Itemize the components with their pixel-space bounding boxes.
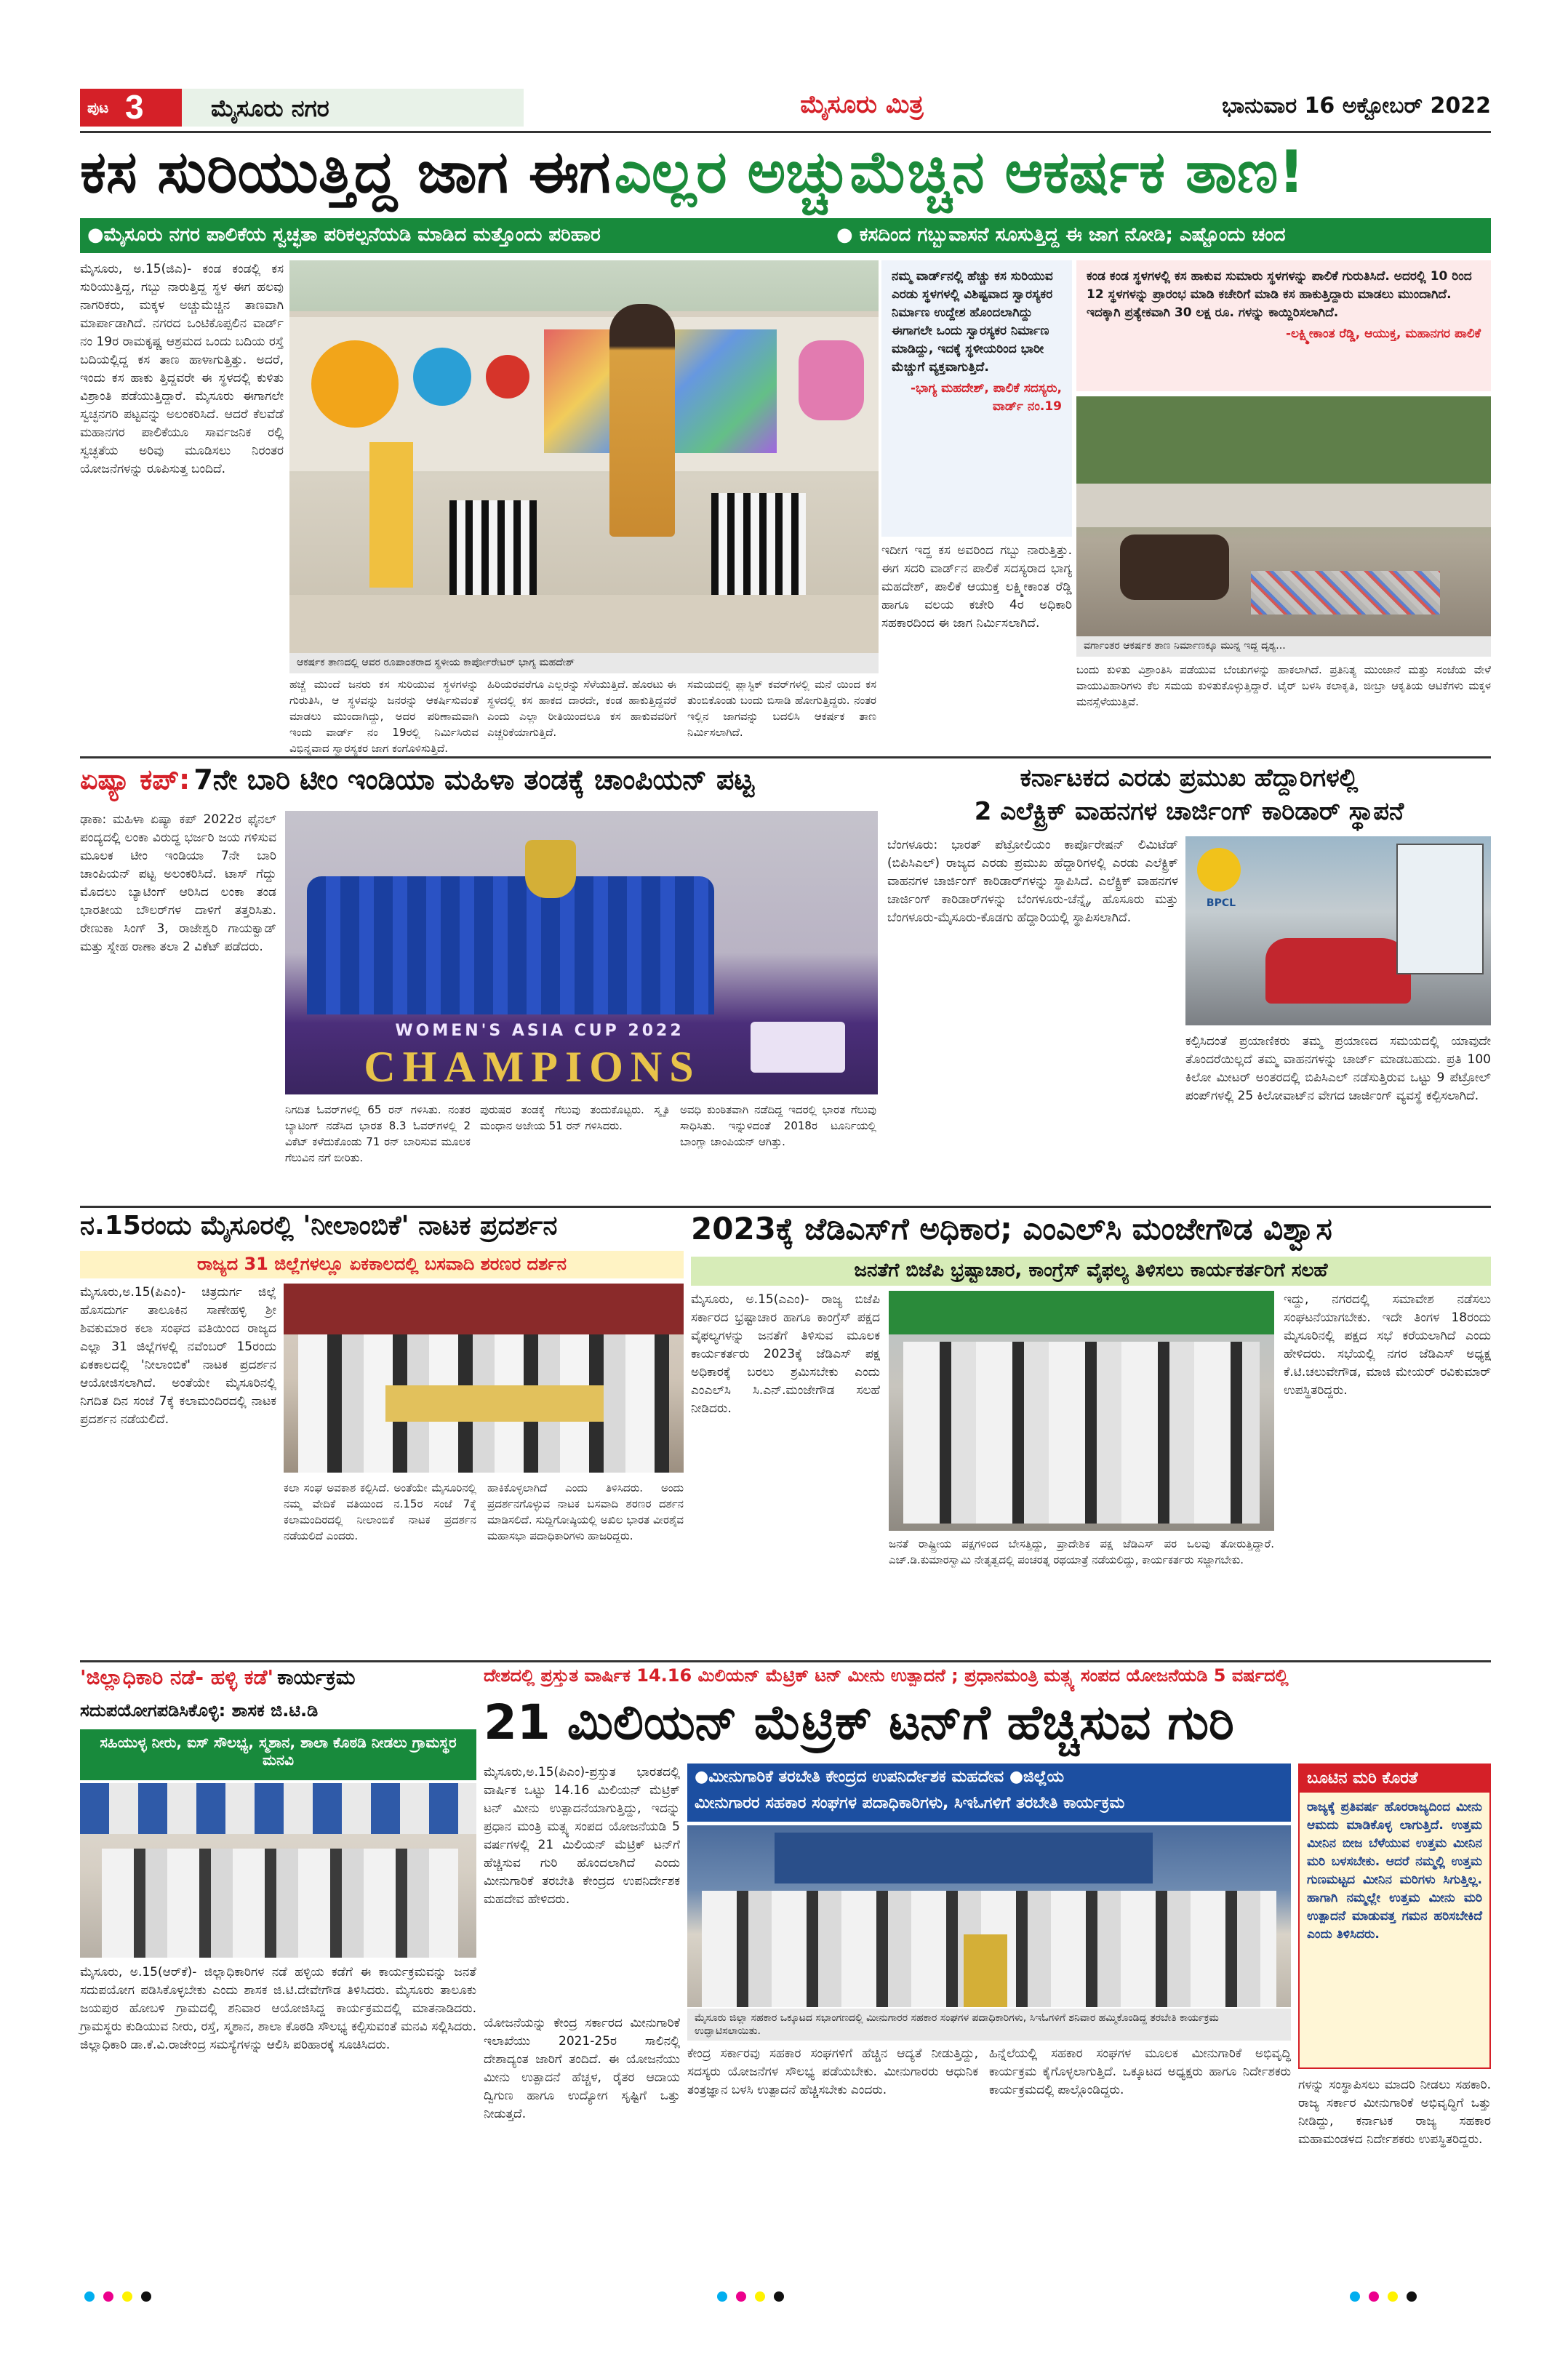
lead-headline bbox=[80, 138, 1491, 217]
lead-photo-2 bbox=[1076, 396, 1491, 636]
fish-body-c: ಹಿನ್ನೆಲೆಯಲ್ಲಿ ಸಹಕಾರ ಸಂಘಗಳ ಮೂಲಕ ಮೀನುಗಾರಿಕೆ ಅಭಿವೃದ್ಧಿ ಕಾರ್ಯಕ್ರಮ ಕೈಗೊಳ್ಳಲಾಗುತ್ತಿದೆ. ಒಕ್ಕೂಟದ ಅಧ್ಯಕ್ಷರು ಹಾಗೂ ನಿರ್ದೇಶಕರು ಕಾರ್ಯಕ್ರಮದಲ್ಲಿ ಪಾಲ್ಗೊಂಡಿದ್ದರು. bbox=[989, 2046, 1291, 2097]
asia-cup-body-mid: ನಿಗದಿತ ಓವರ್‌ಗಳಲ್ಲಿ 65 ರನ್ ಗಳಿಸಿತು. ನಂತರ ಬ್ಯಾಟಿಂಗ್ ನಡೆಸಿದ ಭಾರತ 8.3 ಓವರ್‌ಗಳಲ್ಲಿ 2 ವಿಕೆಟ್ ಕಳೆದುಕೊಂಡು 71 ರನ್ ಬಾರಿಸುವ ಮೂಲಕ ಗೆಲುವಿನ ನಗೆ ಬೀರಿತು. bbox=[285, 1103, 471, 1164]
lead-headline-black: ಕಸ ಸುರಿಯುತ್ತಿದ್ದ ಜಾಗ ಈಗ bbox=[80, 138, 611, 206]
asia-cup-headline bbox=[80, 764, 880, 806]
posters bbox=[385, 1385, 604, 1422]
lead-mid-text: ಇದೀಗ ಇದ್ದ ಕಸ ಅವರಿಂದ ಗಬ್ಬು ನಾರುತ್ತಿತ್ತು. ಈಗ ಸದರಿ ವಾರ್ಡ್‌ನ ಪಾಲಿಕೆ ಸದಸ್ಯರಾದ ಭಾಗ್ಯ ಮಹದೇಶ್, ಪಾಲಿಕೆ ಆಯುಕ್ತ ಲಕ್ಷ್ಮೀಕಾಂತ ರೆಡ್ಡಿ ಹಾಗೂ ವಲಯ ಕಚೇರಿ 4ರ ಅಧಿಕಾರಿ ಸಹಕಾರದಿಂದ ಈ ಜಾಗ ನಿರ್ಮಿಸಲಾಗಿದೆ. bbox=[881, 543, 1072, 630]
dc-sub-1: ಸದುಪಯೋಗಪಡಿಸಿಕೊಳ್ಳಿ: ಶಾಸಕ ಜಿ.ಟಿ.ಡಿ bbox=[80, 1700, 319, 1721]
lead-deck bbox=[80, 218, 1491, 253]
lead-deck-right: ● ಕಸದಿಂದ ಗಬ್ಬುವಾಸನೆ ಸೂಸುತ್ತಿದ್ದ ಈ ಜಾಗ ನೋಡಿ; ಎಷ್ಟೊಂದು ಚಂದ bbox=[836, 224, 1286, 246]
quote-1-byline: -ಭಾಗ್ಯ ಮಹದೇಶ್, ಪಾಲಿಕೆ ಸದಸ್ಯರು, ವಾರ್ಡ್ ನಂ.19 bbox=[910, 381, 1062, 414]
sand-ground bbox=[289, 595, 879, 653]
trees bbox=[1076, 396, 1491, 484]
dc-sub-2: ಸಹಿಯುಳ್ಳ ನೀರು, ಐಸ್ ಸೌಲಭ್ಯ, ಸ್ಮಶಾನ, ಶಾಲಾ ಕೊಠಡಿ ನೀಡಲು ಗ್ರಾಮಸ್ಥರ ಮನವಿ bbox=[80, 1729, 476, 1780]
divider-3 bbox=[80, 1660, 1491, 1662]
litter-pile bbox=[1251, 571, 1440, 614]
asia-cup-banner-line1: WOMEN'S ASIA CUP 2022 bbox=[395, 1022, 684, 1040]
person-figure bbox=[609, 304, 675, 537]
asia-cup-kicker: ಏಷ್ಯಾ ಕಪ್: bbox=[80, 764, 191, 796]
asia-cup-body-mid3: ಅವಧಿ ಕುಂಠಿತವಾಗಿ ನಡೆದಿದ್ದ ಇದರಲ್ಲಿ ಭಾರತ ಗೆಲುವು ಸಾಧಿಸಿತು. ಇನ್ನುಳಿದಂತೆ 2018ರ ಟೂರ್ನಿಯಲ್ಲಿ ಬಾಂಗ್ಲಾ ಚಾಂಪಿಯನ್ ಆಗಿತ್ತು. bbox=[680, 1103, 876, 1148]
fish-deck-2: ಮೀನುಗಾರರ ಸಹಕಾರ ಸಂಘಗಳ ಪದಾಧಿಕಾರಿಗಳು, ಸಿಇಓಗಳಿಗೆ ತರಬೇತಿ ಕಾರ್ಯಕ್ರಮ bbox=[695, 1794, 1125, 1812]
lead-deck-left: ●ಮೈಸೂರು ನಗರ ಪಾಲಿಕೆಯ ಸ್ವಚ್ಛತಾ ಪರಿಕಲ್ಪನೆಯಡಿ ಮಾಡಿದ ಮತ್ತೊಂದು ಪರಿಹಾರ bbox=[87, 224, 601, 246]
dc-headline-quoted: 'ಜಿಲ್ಲಾಧಿಕಾರಿ ನಡೆ- ಹಳ್ಳಿ ಕಡೆ' bbox=[80, 1665, 274, 1689]
dc-people bbox=[102, 1849, 458, 1958]
page-label: ಪುಟ bbox=[87, 99, 109, 116]
giraffe-sculpture bbox=[369, 442, 413, 588]
ev-body-right: ಕಲ್ಪಿಸಿದಂತೆ ಪ್ರಯಾಣಿಕರು ತಮ್ಮ ಪ್ರಯಾಣದ ಸಮಯದಲ್ಲಿ ಯಾವುದೇ ತೊಂದರೆಯಿಲ್ಲದೆ ತಮ್ಮ ವಾಹನಗಳನ್ನು ಚಾರ್ಜ್ ಮಾಡಬಹುದು. ಪ್ರತಿ 100 ಕಿಲೋ ಮೀಟರ್ ಅಂತರದಲ್ಲಿ ಬಿಪಿಸಿಎಲ್ ನಡೆಸುತ್ತಿರುವ ಒಟ್ಟು 9 ಪೆಟ್ರೋಲ್ ಪಂಪ್‌ಗಳಲ್ಲಿ 25 ಕಿಲೋವಾಟ್‌ನ ವೇಗದ ಚಾರ್ಜಿಂಗ್ ವ್ಯವಸ್ಥೆ ಕಲ್ಪಿಸಲಾಗಿದೆ. bbox=[1185, 1034, 1491, 1103]
neelambike-subhead: ರಾಜ್ಯದ 31 ಜಿಲ್ಲೆಗಳಲ್ಲೂ ಏಕಕಾಲದಲ್ಲಿ ಬಸವಾದಿ ಶರಣರ ದರ್ಶನ bbox=[80, 1251, 684, 1278]
registration-dots-left bbox=[80, 2291, 225, 2313]
jds-subhead: ಜನತೆಗೆ ಬಿಜೆಪಿ ಭ್ರಷ್ಟಾಚಾರ, ಕಾಂಗ್ರೆಸ್ ವೈಫಲ್ಯ ತಿಳಿಸಲು ಕಾರ್ಯಕರ್ತರಿಗೆ ಸಲಹೆ bbox=[691, 1257, 1491, 1286]
jds-body: ಮೈಸೂರು, ಅ.15(ಎಎಂ)- ರಾಜ್ಯ ಬಿಜೆಪಿ ಸರ್ಕಾರದ ಭ್ರಷ್ಟಾಚಾರ ಹಾಗೂ ಕಾಂಗ್ರೆಸ್ ಪಕ್ಷದ ವೈಫಲ್ಯಗಳನ್ನು ಜನತೆಗೆ ತಿಳಿಸುವ ಮೂಲಕ ಕಾರ್ಯಕರ್ತರು 2023ಕ್ಕೆ ಜೆಡಿಎಸ್ ಪಕ್ಷ ಅಧಿಕಾರಕ್ಕೆ ಬರಲು ಶ್ರಮಿಸಬೇಕು ಎಂದು ಎಂಎಲ್‌ಸಿ ಸಿ.ಎನ್.ಮಂಜೇಗೌಡ ಸಲಹೆ ನೀಡಿದರು. bbox=[691, 1292, 880, 1416]
fish-deck-1: ●ಮೀನುಗಾರಿಕೆ ತರಬೇತಿ ಕೇಂದ್ರದ ಉಪನಿರ್ದೇಶಕ ಮಹದೇವ ●ಜಿಲ್ಲೆಯ bbox=[695, 1768, 1065, 1786]
quote-1-text: ನಮ್ಮ ವಾರ್ಡ್‌ನಲ್ಲಿ ಹೆಚ್ಚು ಕಸ ಸುರಿಯುವ ಎರಡು ಸ್ಥಳಗಳಲ್ಲಿ ವಿಶಿಷ್ಟವಾದ ಸ್ವಾರಸ್ಯಕರ ನಿರ್ಮಾಣ ಉದ್ದೇಶ ಹೊಂದಲಾಗಿದ್ದು ಈಗಾಗಲೇ ಒಂದು ಸ್ವಾರಸ್ಯಕರ ನಿರ್ಮಾಣ ಮಾಡಿದ್ದು, ಇದಕ್ಕೆ ಸ್ಥಳೀಯರಿಂದ ಭಾರೀ ಮೆಚ್ಚುಗೆ ವ್ಯಕ್ತವಾಗುತ್ತಿದೆ. bbox=[892, 269, 1053, 375]
red-car bbox=[1265, 938, 1411, 1004]
acc-logo-icon bbox=[751, 1022, 845, 1073]
wall bbox=[1076, 484, 1491, 527]
lead-column-3: ಹಿರಿಯರವರೆಗೂ ಎಲ್ಲರನ್ನು ಸೆಳೆಯುತ್ತಿದೆ. ಹೊರಟು ಈ ಸ್ಥಳದಲ್ಲಿ ಕಸ ಹಾಕದ ದಾರದೇ, ಕಂಡ ಹಾಕುತ್ತಿದ್ದವರೆ ಎಂದು ಎಲ್ಲಾ ರೀತಿಯಿಂದಲೂ ಕಸ ಹಾಕುವವರಿಗೆ ಎಚ್ಚರಿಕೆಯಾಗುತ್ತಿದೆ. bbox=[487, 678, 676, 739]
cow-figure bbox=[1120, 535, 1229, 600]
ev-map-label: BPCL bbox=[1206, 897, 1236, 909]
fish-photo bbox=[687, 1825, 1291, 2007]
fish-sidebox-text-2: ಗಳನ್ನು ಸಂಸ್ಥಾಪಿಸಲು ಮಾದರಿ ನೀಡಲು ಸಹಕಾರಿ. ರಾಜ್ಯ ಸರ್ಕಾರ ಮೀನುಗಾರಿಕೆ ಅಭಿವೃದ್ಧಿಗೆ ಒತ್ತು ನೀಡಿದ್ದು, ಕರ್ನಾಟಕ ರಾಜ್ಯ ಸಹಕಾರ ಮಹಾಮಂಡಳದ ನಿರ್ದೇಶಕರು ಉಪಸ್ಥಿತರಿದ್ದರು. bbox=[1298, 2078, 1491, 2147]
fish-body-b: ಕೇಂದ್ರ ಸರ್ಕಾರವು ಸಹಕಾರ ಸಂಘಗಳಿಗೆ ಹೆಚ್ಚಿನ ಆದ್ಯತೆ ನೀಡುತ್ತಿದ್ದು, ಸದಸ್ಯರು ಯೋಜನೆಗಳ ಸೌಲಭ್ಯ ಪಡೆಯಬೇಕು. ಮೀನುಗಾರರು ಆಧುನಿಕ ತಂತ್ರಜ್ಞಾನ ಬಳಸಿ ಉತ್ಪಾದನೆ ಹೆಚ್ಚಿಸಬೇಕು ಎಂದರು. bbox=[687, 2046, 978, 2097]
team-players bbox=[307, 876, 714, 1014]
lamp-icon bbox=[964, 1934, 1007, 2007]
mural-face-icon bbox=[311, 340, 399, 428]
bpcl-logo-icon bbox=[1197, 848, 1241, 892]
fish-banner bbox=[775, 1833, 1153, 1883]
fish-photo-caption: ಮೈಸೂರು ಜಿಲ್ಲಾ ಸಹಕಾರ ಒಕ್ಕೂಟದ ಸಭಾಂಗಣದಲ್ಲಿ ಮೀನುಗಾರರ ಸಹಕಾರ ಸಂಘಗಳ ಪದಾಧಿಕಾರಿಗಳು, ಸಿಇಓಗಳಿಗೆ ಶನಿವಾರ ಹಮ್ಮಿಕೊಂಡಿದ್ದ ತರಬೇತಿ ಕಾರ್ಯಕ್ರಮ ಉದ್ಘಾಟಿಸಲಾಯಿತು. bbox=[687, 2009, 1291, 2041]
fish-sidebox-title: ಬೂಟಿನ ಮರಿ ಕೊರತೆ bbox=[1300, 1765, 1489, 1793]
mural-circles bbox=[413, 348, 471, 406]
fish-body-left: ಮೈಸೂರು,ಅ.15(ಪಿಎಂ)-ಪ್ರಸ್ತುತ ಭಾರತದಲ್ಲಿ ವಾರ್ಷಿಕ ಒಟ್ಟು 14.16 ಮಿಲಿಯನ್ ಮೆಟ್ರಿಕ್ ಟನ್ ಮೀನು ಉತ್ಪಾದನೆಯಾಗುತ್ತಿದ್ದು, ಇದನ್ನು ಪ್ರಧಾನ ಮಂತ್ರಿ ಮತ್ಸ್ಯ ಸಂಪದ ಯೋಜನೆಯಡಿ 5 ವರ್ಷಗಳಲ್ಲಿ 21 ಮಿಲಿಯನ್ ಮೆಟ್ರಿಕ್ ಟನ್‌ಗೆ ಹೆಚ್ಚಿಸುವ ಗುರಿ ಹೊಂದಲಾಗಿದೆ ಎಂದು ಮೀನುಗಾರಿಕೆ ತರಬೇತಿ ಕೇಂದ್ರದ ಉಪನಿರ್ದೇಶಕ ಮಹದೇವ ಹೇಳಿದರು. bbox=[484, 1765, 680, 1907]
registration-dots-right bbox=[1345, 2291, 1491, 2313]
butterfly-mural bbox=[799, 340, 864, 420]
zebra-sculpture-2 bbox=[711, 493, 806, 595]
asia-cup-body-mid2: ಪುರುಷರ ತಂಡಕ್ಕೆ ಗೆಲುವು ತಂದುಕೊಟ್ಟರು. ಸ್ಮೃತಿ ಮಂಧಾನ ಅಜೇಯ 51 ರನ್ ಗಳಿಸಿದರು. bbox=[480, 1103, 669, 1132]
lead-headline-green: ಎಲ್ಲರ ಅಚ್ಚುಮೆಚ್ಚಿನ ಆಕರ್ಷಕ ತಾಣ! bbox=[614, 138, 1305, 206]
jds-banner bbox=[889, 1291, 1274, 1334]
asia-cup-photo bbox=[285, 811, 878, 1094]
issue-date: ಭಾನುವಾರ 16 ಅಕ್ಟೋಬರ್ 2022 bbox=[1222, 93, 1491, 119]
ev-headline-2: 2 ಎಲೆಕ್ಟ್ರಿಕ್ ವಾಹನಗಳ ಚಾರ್ಜಿಂಗ್ ಕಾರಿಡಾರ್ ಸ್ಥಾಪನೆ bbox=[974, 797, 1404, 826]
lead-column-1: ಮೈಸೂರು, ಅ.15(ಜಿಎ)- ಕಂಡ ಕಂಡಲ್ಲಿ ಕಸ ಸುರಿಯುತ್ತಿದ್ದ, ಗಬ್ಬು ನಾರುತ್ತಿದ್ದ ಸ್ಥಳ ಈಗ ಹಲವು ನಾಗರಿಕರು, ಮಕ್ಕಳ ಅಚ್ಚುಮೆಚ್ಚಿನ ತಾಣವಾಗಿ ಮಾರ್ಪಾಡಾಗಿದೆ. ನಗರದ ಒಂಟಿಕೊಪ್ಪಲಿನ ವಾರ್ಡ್ ನಂ 19ರ ರಾಮಕೃಷ್ಣ ಆಶ್ರಮದ ಒಂದು ಬದಿಯ ರಸ್ತೆ ಬದಿಯಲ್ಲಿದ್ದ ಕಸ ತಾಣ ಹಾಳಾಗುತ್ತಿತ್ತು. ಅದರೆ, ಇಂದು ಕಸ ಹಾಕು ತ್ತಿದ್ದವರೇ ಈ ಸ್ಥಳದಲ್ಲಿ ಕುಳಿತು ವಿಶ್ರಾಂತಿ ಪಡೆಯುತ್ತಿದ್ದಾರೆ. ಮೈಸೂರು ಈಗಾಗಲೇ ಸ್ವಚ್ಛನಗರಿ ಪಟ್ಟವನ್ನು ಅಲಂಕರಿಸಿದೆ. ಆದರೆ ಕೆಲವೆಡೆ ಮಹಾನಗರ ಪಾಲಿಕೆಯೂ ಸಾರ್ವಜನಿಕ ರಲ್ಲಿ ಸ್ವಚ್ಛತೆಯ ಅರಿವು ಮೂಡಿಸಲು ನಿರಂತರ ಯೋಜನೆಗಳನ್ನು ರೂಪಿಸುತ್ತ ಬಂದಿದೆ. bbox=[80, 262, 284, 476]
fish-kicker: ದೇಶದಲ್ಲಿ ಪ್ರಸ್ತುತ ವಾರ್ಷಿಕ 14.16 ಮಿಲಿಯನ್ ಮೆಟ್ರಿಕ್ ಟನ್ ಮೀನು ಉತ್ಪಾದನೆ ; ಪ್ರಧಾನಮಂತ್ರಿ ಮತ್ಸ್ಯ ಸಂಪದ ಯೋಜನೆಯಡಿ 5 ವರ್ಷದಲ್ಲಿ bbox=[484, 1665, 1289, 1686]
ev-body: ಬೆಂಗಳೂರು: ಭಾರತ್ ಪೆಟ್ರೋಲಿಯಂ ಕಾರ್ಪೊರೇಷನ್ ಲಿಮಿಟೆಡ್ (ಬಿಪಿಸಿಎಲ್) ರಾಜ್ಯದ ಎರಡು ಪ್ರಮುಖ ಹೆದ್ದಾರಿಗಳಲ್ಲಿ ಎರಡು ಎಲೆಕ್ಟ್ರಿಕ್ ವಾಹನಗಳ ಚಾರ್ಜಿಂಗ್ ಕಾರಿಡಾರ್‌ಗಳನ್ನು ಸ್ಥಾಪಿಸಿದೆ. ಎಲೆಕ್ಟ್ರಿಕ್ ವಾಹನಗಳ ಚಾರ್ಜಿಂಗ್ ಕಾರಿಡಾರ್‌ಗಳನ್ನು ಬೆಂಗಳೂರು-ಚೆನ್ನೈ, ಹೊಸೂರು ಮತ್ತು ಬೆಂಗಳೂರು-ಮೈಸೂರು-ಕೊಡಗು ಹೆದ್ದಾರಿಯಲ್ಲಿ ಸ್ಥಾಪಿಸಲಾಗಿದೆ. bbox=[887, 838, 1178, 925]
quote-2-byline: -ಲಕ್ಷ್ಮೀಕಾಂತ ರೆಡ್ಡಿ, ಆಯುಕ್ತ, ಮಹಾನಗರ ಪಾಲಿಕೆ bbox=[1285, 327, 1481, 341]
dc-photo bbox=[80, 1783, 476, 1958]
masthead-rule bbox=[80, 131, 1491, 133]
route-map-inset bbox=[1396, 844, 1484, 974]
ev-photo bbox=[1185, 836, 1491, 1025]
asia-cup-body-left: ಢಾಕಾ: ಮಹಿಳಾ ಏಷ್ಯಾ ಕಪ್ 2022ರ ಫೈನಲ್ ಪಂದ್ಯದಲ್ಲಿ ಲಂಕಾ ವಿರುದ್ಧ ಭರ್ಜರಿ ಜಯ ಗಳಿಸುವ ಮೂಲಕ ಟೀಂ ಇಂಡಿಯಾ 7ನೇ ಬಾರಿ ಚಾಂಪಿಯನ್ ಪಟ್ಟ ಅಲಂಕರಿಸಿದೆ. ಟಾಸ್ ಗೆದ್ದು ಮೊದಲು ಬ್ಯಾಟಿಂಗ್ ಆರಿಸಿದ ಲಂಕಾ ತಂಡ ಭಾರತೀಯ ಬೌಲರ್‌ಗಳ ದಾಳಿಗೆ ತತ್ತರಿಸಿತು. ರೇಣುಕಾ ಸಿಂಗ್ 3, ರಾಜೇಶ್ವರಿ ಗಾಯಕ್ವಾಡ್ ಮತ್ತು ಸ್ನೇಹ ರಾಣಾ ತಲಾ 2 ವಿಕೆಟ್ ಪಡೆದರು. bbox=[80, 812, 276, 954]
jds-photo bbox=[889, 1291, 1274, 1531]
divider-1 bbox=[80, 756, 1491, 758]
neelambike-body-3: ಹಾಕಿಕೊಳ್ಳಲಾಗಿದೆ ಎಂದು ತಿಳಿಸಿದರು. ಅಂದು ಪ್ರದರ್ಶನಗೊಳ್ಳುವ ನಾಟಕ ಬಸವಾದಿ ಶರಣರ ದರ್ಶನ ಮಾಡಿಸಲಿದೆ. ಸುದ್ದಿಗೋಷ್ಠಿಯಲ್ಲಿ ಅಖಿಲ ಭಾರತ ವೀರಶೈವ ಮಹಾಸಭಾ ಪದಾಧಿಕಾರಿಗಳು ಹಾಜರಿದ್ದರು. bbox=[487, 1481, 684, 1542]
fish-deck bbox=[687, 1764, 1291, 1822]
lead-photo-2-caption: ವರ್ಗಾಂತರ ಆಕರ್ಷಕ ತಾಣ ನಿರ್ಮಾಣಕ್ಕೂ ಮುನ್ನ ಇದ್ದ ದೃಶ್ಯ... bbox=[1076, 636, 1491, 657]
dc-shamiana bbox=[80, 1783, 476, 1834]
jds-body-3: ಇದ್ದು, ನಗರದಲ್ಲಿ ಸಮಾವೇಶ ನಡೆಸಲು ಸಂಘಟನೆಯಾಗಬೇಕು. ಇದೇ ತಿಂಗಳ 18ರಂದು ಮೈಸೂರಿನಲ್ಲಿ ಪಕ್ಷದ ಸಭೆ ಕರೆಯಲಾಗಿದೆ ಎಂದು ಹೇಳಿದರು. ಸಭೆಯಲ್ಲಿ ನಗರ ಜೆಡಿಎಸ್ ಅಧ್ಯಕ್ಷ ಕೆ.ಟಿ.ಚಲುವೇಗೌಡ, ಮಾಜಿ ಮೇಯರ್ ರವಿಕುಮಾರ್ ಉಪಸ್ಥಿತರಿದ್ದರು. bbox=[1284, 1292, 1491, 1398]
jds-headline: 2023ಕ್ಕೆ ಜೆಡಿಎಸ್‌ಗೆ ಅಧಿಕಾರ; ಎಂಎಲ್‌ಸಿ ಮಂಜೇಗೌಡ ವಿಶ್ವಾಸ bbox=[691, 1211, 1332, 1246]
quote-2-text: ಕಂಡ ಕಂಡ ಸ್ಥಳಗಳಲ್ಲಿ ಕಸ ಹಾಕುವ ಸುಮಾರು ಸ್ಥಳಗಳನ್ನು ಪಾಲಿಕೆ ಗುರುತಿಸಿದೆ. ಅದರಲ್ಲಿ 10 ರಿಂದ 12 ಸ್ಥಳಗಳನ್ನು ಪ್ರಾರಂಭ ಮಾಡಿ ಕಚೇರಿಗೆ ಮಾಡಿ ಕಸ ಹಾಕುತ್ತಿದ್ದಾರು ಮಾಡಲು ಮುಂದಾಗಿದೆ. ಇದಕ್ಕಾಗಿ ಪ್ರತ್ಯೇಕವಾಗಿ 30 ಲಕ್ಷ ರೂ. ಗಳನ್ನು ಕಾಯ್ದಿರಿಸಲಾಗಿದೆ. bbox=[1087, 269, 1472, 320]
quote-box-1 bbox=[881, 260, 1072, 537]
section-box bbox=[182, 89, 524, 127]
divider-2 bbox=[80, 1206, 1491, 1208]
paper-name: ಮೈಸೂರು ಮಿತ್ರ bbox=[800, 90, 924, 119]
mural-circles-2 bbox=[486, 355, 529, 399]
fish-sidebox bbox=[1298, 1764, 1491, 2069]
lead-right-text: ಬಂದು ಕುಳಿತು ವಿಶ್ರಾಂತಿಸಿ ಪಡೆಯುವ ಬೆಂಚುಗಳನ್ನು ಹಾಕಲಾಗಿದೆ. ಪ್ರತಿನಿತ್ಯ ಮುಂಜಾನೆ ಮತ್ತು ಸಂಜೆಯ ವೇಳೆ ವಾಯುವಿಹಾರಿಗಳು ಕೆಲ ಸಮಯ ಕುಳಿತುಕೊಳ್ಳುತ್ತಿದ್ದಾರೆ. ಟೈರ್ ಬಳಸಿ ಕಲಾಕೃತಿ, ಜೀಬ್ರಾ ಆಕೃತಿಯ ಆಟಿಕೆಗಳು ಮಕ್ಕಳ ಮನಸ್ಸೆಳೆಯುತ್ತಿವೆ. bbox=[1076, 663, 1491, 708]
section-name: ಮೈಸೂರು ನಗರ bbox=[211, 95, 329, 122]
neelambike-photo bbox=[284, 1284, 684, 1473]
fish-body-a: ಯೋಜನೆಯನ್ನು ಕೇಂದ್ರ ಸರ್ಕಾರದ ಮೀನುಗಾರಿಕೆ ಇಲಾಖೆಯು 2021-25ರ ಸಾಲಿನಲ್ಲಿ ದೇಶಾದ್ಯಂತ ಜಾರಿಗೆ ತಂದಿದೆ. ಈ ಯೋಜನೆಯು ಮೀನು ಉತ್ಪಾದನೆ ಹೆಚ್ಚಳ, ರೈತರ ಆದಾಯ ದ್ವಿಗುಣ ಹಾಗೂ ಉದ್ಯೋಗ ಸೃಷ್ಟಿಗೆ ಒತ್ತು ನೀಡುತ್ತದೆ. bbox=[484, 2016, 680, 2121]
lead-photo-caption: ಆಕರ್ಷಕ ತಾಣದಲ್ಲಿ ಆವರ ರೂಪಾಂತರಾದ ಸ್ಥಳೀಯ ಕಾರ್ಪೋರೇಟರ್ ಭಾಗ್ಯ ಮಹದೇಶ್ bbox=[289, 653, 879, 673]
trophy-icon bbox=[525, 840, 576, 898]
neelambike-body-2: ಕಲಾ ಸಂಘ ಅವಕಾಶ ಕಲ್ಪಿಸಿದೆ. ಅಂತೆಯೇ ಮೈಸೂರಿನಲ್ಲಿ ನಮ್ಮ ವೇದಿಕೆ ವತಿಯಿಂದ ನ.15ರ ಸಂಜೆ 7ಕ್ಕೆ ಕಲಾಮಂದಿರದಲ್ಲಿ ನೀಲಾಂಬಿಕೆ ನಾಟಕ ಪ್ರದರ್ಶನ ನಡೆಯಲಿದೆ ಎಂದರು. bbox=[284, 1481, 476, 1542]
asia-cup-title: 7ನೇ ಬಾರಿ ಟೀಂ ಇಂಡಿಯಾ ಮಹಿಳಾ ತಂಡಕ್ಕೆ ಚಾಂಪಿಯನ್ ಪಟ್ಟ bbox=[193, 764, 754, 796]
zebra-sculpture bbox=[449, 500, 537, 602]
lead-photo bbox=[289, 260, 879, 653]
jds-people bbox=[903, 1342, 1260, 1524]
lead-column-4: ಸಮಯದಲ್ಲಿ ಪ್ಲಾಸ್ಟಿಕ್ ಕವರ್‌ಗಳಲ್ಲಿ ಮನೆ ಯಿಂದ ಕಸ ತುಂಬಿಕೊಂಡು ಬಂದು ಬಿಸಾಡಿ ಹೋಗುತ್ತಿದ್ದರು. ನಂತರ ಇಲ್ಲಿನ ಜಾಗವನ್ನು ಬದಲಿಸಿ ಆಕರ್ಷಕ ತಾಣ ನಿರ್ಮಿಸಲಾಗಿದೆ. bbox=[687, 678, 876, 739]
dc-headline-tail: ಕಾರ್ಯಕ್ರಮ bbox=[277, 1665, 356, 1689]
masthead bbox=[80, 86, 1491, 129]
lead-column-2: ಹಚ್ಚೆ ಮುಂದೆ ಜನರು ಕಸ ಸುರಿಯುವ ಸ್ಥಳಗಳನ್ನು ಗುರುತಿಸಿ, ಆ ಸ್ಥಳವನ್ನು ಜನರನ್ನು ಆಕರ್ಷಿಸುವಂತೆ ಮಾಡಲು ಮುಂದಾಗಿದ್ದು, ಅದರ ಪರಿಣಾಮವಾಗಿ ಇಂದು ವಾರ್ಡ್ ನಂ 19ರಲ್ಲಿ ನಿರ್ಮಿಸಿರುವ ವಿಭಿನ್ನವಾದ ಸ್ವಾರಸ್ಯಕರ ಜಾಗ ಕಂಗೊಳಿಸುತ್ತಿದೆ. bbox=[289, 678, 479, 755]
page-number: 3 bbox=[125, 88, 144, 126]
jds-body-2: ಜನತೆ ರಾಷ್ಟ್ರೀಯ ಪಕ್ಷಗಳಿಂದ ಬೇಸತ್ತಿದ್ದು, ಪ್ರಾದೇಶಿಕ ಪಕ್ಷ ಜೆಡಿಎಸ್ ಪರ ಒಲವು ತೋರುತ್ತಿದ್ದಾರೆ. ಎಚ್.ಡಿ.ಕುಮಾರಸ್ವಾಮಿ ನೇತೃತ್ವದಲ್ಲಿ ಪಂಚರತ್ನ ರಥಯಾತ್ರೆ ನಡೆಯಲಿದ್ದು, ಕಾರ್ಯಕರ್ತರು ಸಜ್ಜಾಗಬೇಕು. bbox=[889, 1537, 1274, 1566]
neelambike-headline: ನ.15ರಂದು ಮೈಸೂರಲ್ಲಿ 'ನೀಲಾಂಬಿಕೆ' ನಾಟಕ ಪ್ರದರ್ಶನ bbox=[80, 1211, 558, 1241]
stage-banner bbox=[284, 1284, 684, 1334]
neelambike-body: ಮೈಸೂರು,ಅ.15(ಪಿಎಂ)- ಚಿತ್ರದುರ್ಗ ಜಿಲ್ಲೆ ಹೊಸದುರ್ಗ ತಾಲೂಕಿನ ಸಾಣೇಹಳ್ಳಿ ಶ್ರೀ ಶಿವಕುಮಾರ ಕಲಾ ಸಂಘದ ವತಿಯಿಂದ ರಾಜ್ಯದ ಎಲ್ಲಾ 31 ಜಿಲ್ಲೆಗಳಲ್ಲಿ ನವೆಂಬರ್ 15ರಂದು ಏಕಕಾಲದಲ್ಲಿ 'ನೀಲಾಂಬಿಕೆ' ನಾಟಕ ಪ್ರದರ್ಶನ ಆಯೋಜಿಸಲಾಗಿದೆ. ಅಂತೆಯೇ ಮೈಸೂರಿನಲ್ಲಿ ನಿಗದಿತ ದಿನ ಸಂಜೆ 7ಕ್ಕೆ ಕಲಾಮಂದಿರದಲ್ಲಿ ನಾಟಕ ಪ್ರದರ್ಶನ ನಡೆಯಲಿದೆ. bbox=[80, 1285, 276, 1427]
ev-headline-1: ಕರ್ನಾಟಕದ ಎರಡು ಪ್ರಮುಖ ಹೆದ್ದಾರಿಗಳಲ್ಲಿ bbox=[1020, 764, 1359, 793]
registration-dots-mid bbox=[713, 2291, 858, 2313]
asia-cup-banner-line2: CHAMPIONS bbox=[364, 1043, 701, 1091]
fish-sidebox-text: ರಾಜ್ಯಕ್ಕೆ ಪ್ರತಿವರ್ಷ ಹೊರರಾಜ್ಯದಿಂದ ಮೀನು ಆಮದು ಮಾಡಿಕೊಳ್ಳ ಲಾಗುತ್ತಿದೆ. ಉತ್ತಮ ಮೀನಿನ ಬೀಜ ಬೆಳೆಯುವ ಉತ್ತಮ ಮೀನಿನ ಮರಿ ಬಳಸಬೇಕು. ಆದರೆ ನಮ್ಮಲ್ಲಿ ಉತ್ತಮ ಗುಣಮಟ್ಟದ ಮೀನಿನ ಮರಿಗಳು ಸಿಗುತ್ತಿಲ್ಲ. ಹಾಗಾಗಿ ನಮ್ಮಲ್ಲೇ ಉತ್ತಮ ಮೀನು ಮರಿ ಉತ್ಪಾದನೆ ಮಾಡುವತ್ತ ಗಮನ ಹರಿಸಬೇಕಿದೆ ಎಂದು ತಿಳಿಸಿದರು. bbox=[1307, 1800, 1482, 1942]
dc-headline bbox=[80, 1665, 476, 1699]
dc-body: ಮೈಸೂರು, ಅ.15(ಆರ್‌ಕೆ)- ಜಿಲ್ಲಾಧಿಕಾರಿಗಳ ನಡೆ ಹಳ್ಳಿಯ ಕಡೆಗೆ ಈ ಕಾರ್ಯಕ್ರಮವನ್ನು ಜನತೆ ಸದುಪಯೋಗ ಪಡಿಸಿಕೊಳ್ಳಬೇಕು ಎಂದು ಶಾಸಕ ಜಿ.ಟಿ.ದೇವೇಗೌಡ ತಿಳಿಸಿದರು. ಮೈಸೂರು ತಾಲೂಕು ಜಯಪುರ ಹೋಬಳಿ ಗ್ರಾಮದಲ್ಲಿ ಶನಿವಾರ ಆಯೋಜಿಸಿದ್ದ ಕಾರ್ಯಕ್ರಮದಲ್ಲಿ ಮಾತನಾಡಿದರು. ಗ್ರಾಮಸ್ಥರು ಕುಡಿಯುವ ನೀರು, ರಸ್ತೆ, ಸ್ಮಶಾನ, ಶಾಲಾ ಕೊಠಡಿ ಸೌಲಭ್ಯ ಕಲ್ಪಿಸುವಂತೆ ಮನವಿ ಸಲ್ಲಿಸಿದರು. ಜಿಲ್ಲಾಧಿಕಾರಿ ಡಾ.ಕೆ.ವಿ.ರಾಜೇಂದ್ರ ಸಮಸ್ಯೆಗಳನ್ನು ಆಲಿಸಿ ಪರಿಹಾರಕ್ಕೆ ಸೂಚಿಸಿದರು. bbox=[80, 1965, 476, 2052]
quote-box-2 bbox=[1076, 260, 1491, 391]
fish-headline: 21 ಮಿಲಿಯನ್ ಮೆಟ್ರಿಕ್ ಟನ್‌ಗೆ ಹೆಚ್ಚಿಸುವ ಗುರಿ bbox=[484, 1694, 1234, 1750]
page-label-box bbox=[80, 89, 182, 127]
